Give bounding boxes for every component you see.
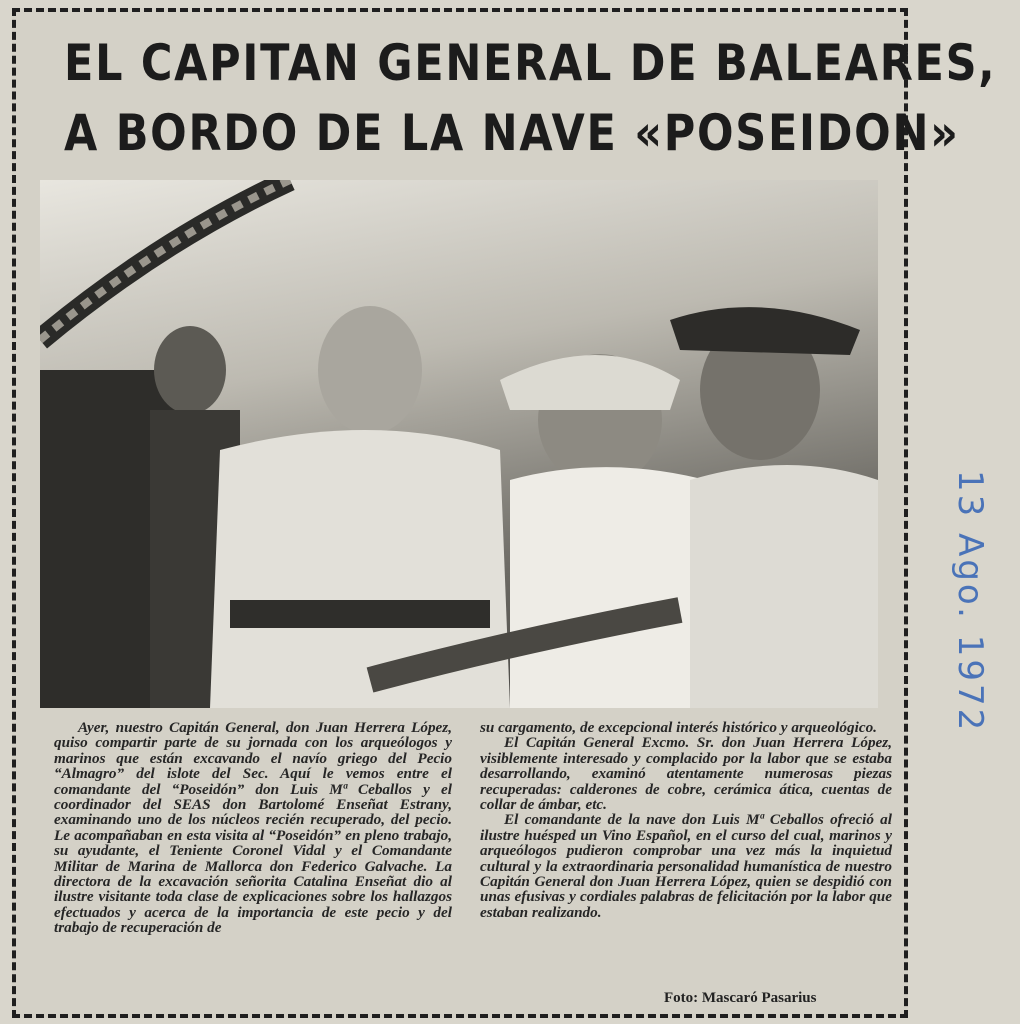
photo-credit: Foto: Mascaró Pasarius [664,990,817,1006]
headline-line-1: EL CAPITAN GENERAL DE BALEARES, [64,34,997,92]
article-column-1 [54,720,452,936]
article-paragraph: su cargamento, de excepcional interés histórico y arqueológico. [480,719,877,736]
headline-line-2: A BORDO DE LA NAVE «POSEIDON» [64,104,960,162]
article-paragraph: Ayer, nuestro Capitán General, don Juan Herrera López, quiso compartir parte de su jornada con los arqueólogos y marinos que están excavando el navío griego del Pecio “Almagro” del islote del Sec. Aquí le vemos entre el comandante del “Poseidón” don Luis Mª Ceballos y el coordinador del SEAS don Bartolomé Enseñat Estrany, examinando uno de los núcleos recién recuperado, del pecio. Le acompañaban en esta visita al “Poseidón” en pleno trabajo, su ayudante, el Teniente Coronel Vidal y el Comandante Militar de Marina de Mallorca don Federico Galvache. La directora de la excavación señorita Catalina Enseñat dio al ilustre visitante toda clase de explicaciones sobre los hallazgos efectuados y acerca de la importancia de este pecio y del trabajo de recuperación de [54,719,452,937]
handwritten-date: 13 Ago. 1972 [950,470,990,734]
handwritten-date-annotation [920,470,1010,770]
article-column-2 [480,720,892,920]
news-photo [40,180,878,708]
article-paragraph: El Capitán General Excmo. Sr. don Juan Herrera López, visiblemente interesado y complacido por la labor que se estaba desarrollando, examinó atentamente numerosas piezas recuperadas: calderones de cobre, cerámica ática, cuentas de collar de ámbar, etc. [480,734,892,814]
photo-illustration [40,180,878,708]
article-paragraph: El comandante de la nave don Luis Mª Ceballos ofreció al ilustre huésped un Vino Español, en el curso del cual, marinos y arqueólogos pudieron comprobar una vez más la inquietud cultural y la extraordinaria personalidad humanística de nuestro Capitán General don Juan Herrera López, quien se despidió con unas efusivas y cordiales palabras de felicitación por la labor que estaban realizando. [480,811,892,921]
